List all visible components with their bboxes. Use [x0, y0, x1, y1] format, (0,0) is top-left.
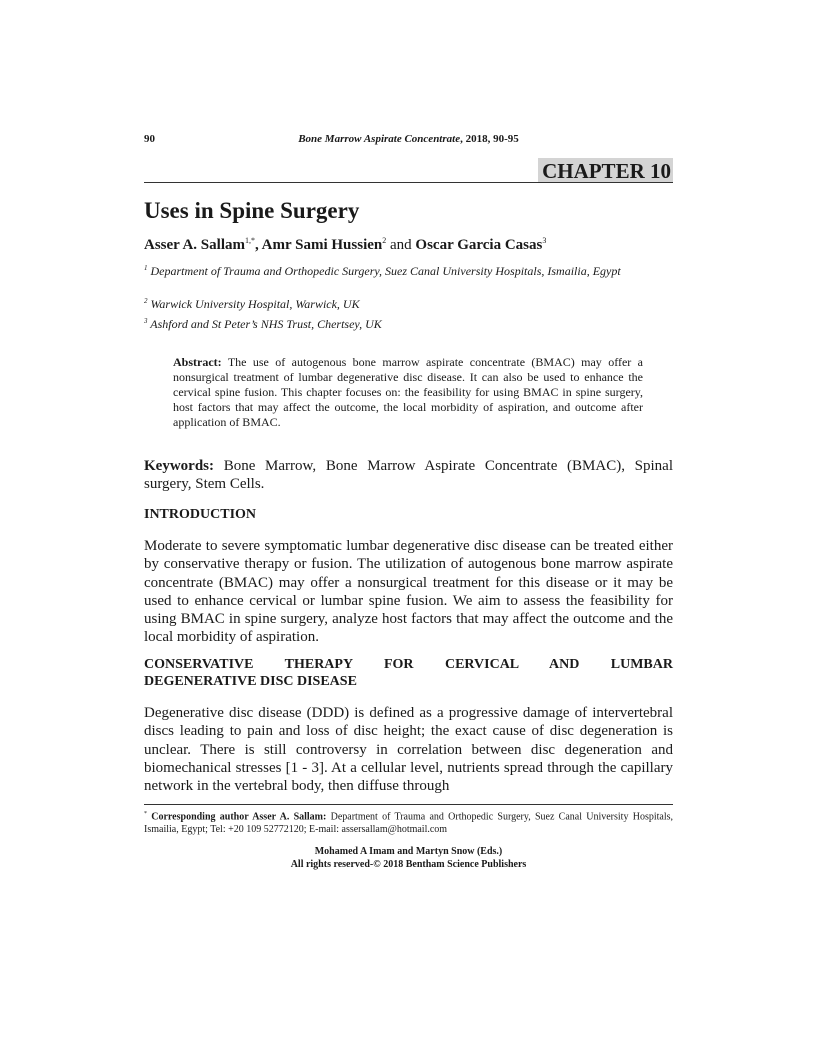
chapter-divider: [144, 182, 673, 183]
author-list: [144, 236, 546, 254]
author-name: Oscar Garcia Casas: [415, 237, 543, 253]
abstract-label: Abstract:: [173, 355, 222, 369]
running-head: [144, 133, 673, 149]
affiliation-text: Warwick University Hospital, Warwick, UK: [147, 297, 360, 311]
author-name: Amr Sami Hussien: [261, 237, 383, 253]
chapter-title: Uses in Spine Surgery: [144, 198, 360, 223]
book-citation: [144, 133, 673, 145]
publisher-block: [144, 845, 673, 871]
affiliation-number: 3: [144, 317, 148, 325]
author-affiliation-mark: 3: [542, 236, 547, 245]
author-separator: ,: [254, 237, 262, 253]
page-number: 90: [144, 133, 155, 145]
footnote: [144, 808, 673, 836]
affiliation: [144, 313, 673, 332]
book-meta: , 2018, 90-95: [460, 133, 519, 145]
paragraph-introduction: Moderate to severe symptomatic lumbar degenerative disc disease can be treated either by conservative therapy or fusion. The utilization of autogenous bone marrow aspirate concentrate (BMAC) may offer a nonsurgical treatment for this disease or it may be used to enhance cervical or lumbar spine fusion. We aim to assess the feasibility for using BMAC in spine surgery, analyze host factors that may affect the outcome and the local morbidity of aspiration.: [144, 538, 673, 646]
book-title: Bone Marrow Aspirate Concentrate: [298, 133, 461, 145]
abstract-text: The use of autogenous bone marrow aspirate concentrate (BMAC) may offer a nonsurgical treatment of lumbar degenerative disc disease. It can also be used to enhance the cervical spine fusion. This chapter focuses on: the feasibility for using BMAC in spine surgery, host factors that may affect the outcome, the local morbidity of aspiration, and outcome after application of BMAC.: [173, 355, 643, 429]
editors-line: Mohamed A Imam and Martyn Snow (Eds.): [314, 846, 503, 857]
affiliation: [144, 293, 673, 312]
keywords-label: Keywords:: [144, 458, 214, 474]
affiliation-text: Department of Trauma and Orthopedic Surgery, Suez Canal University Hospitals, Ismailia, Egypt: [147, 264, 621, 278]
footnote-text: Department of Trauma and Orthopedic Surgery, Suez Canal University Hospitals, Ismailia, Egypt; Tel: +20 109 52772120; E-mail: assersallam@hotmail.com: [144, 811, 673, 836]
heading-line: CONSERVATIVE THERAPY FOR CERVICAL AND LUMBAR: [144, 657, 673, 672]
footnote-mark: *: [144, 811, 147, 817]
author-affiliation-mark: 2: [382, 236, 387, 245]
chapter-label: CHAPTER 10: [538, 158, 673, 183]
paragraph-conservative-therapy: Degenerative disc disease (DDD) is defined as a progressive damage of intervertebral discs leading to pain and loss of disc height; the exact cause of disc degeneration is unclear. There is still controversy in correlation between disc degeneration and biomechanical stresses [1 - 3]. At a cellular level, nutrients spread through the capillary network in the vertebral body, then diffuse through: [144, 705, 673, 795]
section-heading-introduction: INTRODUCTION: [144, 507, 257, 522]
rights-line: All rights reserved-© 2018 Bentham Science Publishers: [290, 859, 527, 870]
affiliation-text: Ashford and St Peter’s NHS Trust, Chertsey, UK: [147, 317, 382, 331]
heading-line: DEGENERATIVE DISC DISEASE: [144, 674, 357, 689]
keywords-text: Bone Marrow, Bone Marrow Aspirate Concentrate (BMAC), Spinal surgery, Stem Cells.: [144, 458, 673, 492]
author-name: Asser A. Sallam: [144, 237, 245, 253]
affiliation: [144, 260, 673, 279]
abstract: [173, 355, 643, 430]
affiliation-number: 1: [144, 264, 148, 272]
footnote-label: Corresponding author Asser A. Sallam:: [147, 811, 327, 823]
author-affiliation-mark: 1,*: [244, 236, 255, 245]
section-heading-conservative-therapy: [144, 656, 673, 690]
keywords: [144, 457, 673, 493]
affiliation-number: 2: [144, 297, 148, 305]
footnote-divider: [144, 804, 673, 805]
author-conjunction: and: [386, 237, 416, 253]
